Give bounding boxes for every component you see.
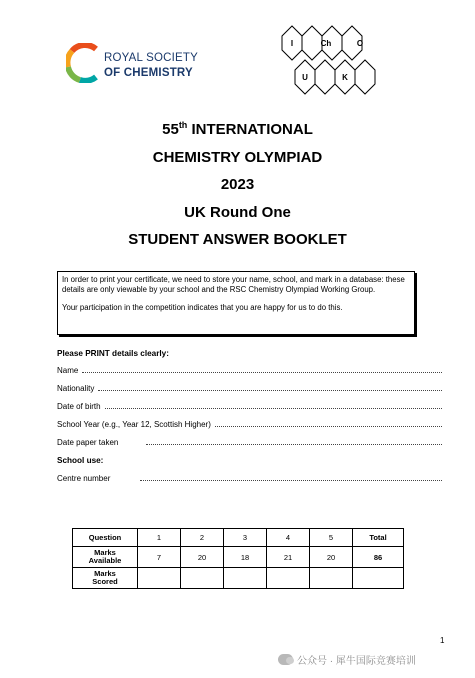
competition-title xyxy=(0,120,475,138)
logo-text-line1: ROYAL SOCIETY xyxy=(104,52,198,64)
round-name: UK Round One xyxy=(184,204,291,221)
hex-label-k: K xyxy=(342,73,348,82)
name-label: Name xyxy=(57,366,79,375)
notice-paragraph-2: Your participation in the competition indicates that you are happy for us to do this. xyxy=(62,303,343,313)
competition-name: CHEMISTRY OLYMPIAD xyxy=(152,149,323,166)
title-ordinal-suffix: th xyxy=(178,120,188,130)
name-field[interactable] xyxy=(57,365,442,377)
marks-scored-label-line2: Scored xyxy=(92,577,118,586)
data-privacy-notice xyxy=(57,271,415,335)
rsc-logo-mark-icon xyxy=(66,43,100,83)
marks-available-value: 20 xyxy=(310,547,353,568)
icho-uk-hexagon-logo xyxy=(272,22,392,104)
marks-scored-cell[interactable] xyxy=(181,568,224,589)
title-line1-rest: INTERNATIONAL xyxy=(187,121,313,138)
marks-scored-cell[interactable] xyxy=(267,568,310,589)
title-ordinal: 55 xyxy=(162,121,179,138)
total-header: Total xyxy=(353,529,404,547)
competition-year: 2023 xyxy=(220,176,255,193)
wechat-icon xyxy=(278,654,293,665)
marks-scored-cell[interactable] xyxy=(138,568,181,589)
hex-label-i: I xyxy=(290,39,294,48)
marks-scored-cell[interactable] xyxy=(310,568,353,589)
table-row xyxy=(73,547,404,568)
nationality-label: Nationality xyxy=(57,384,95,393)
school-use-heading: School use: xyxy=(57,456,104,465)
marks-available-label-line1: Marks xyxy=(94,548,116,557)
marks-scored-cell[interactable] xyxy=(224,568,267,589)
nationality-field[interactable] xyxy=(57,383,442,395)
question-number: 5 xyxy=(310,529,353,547)
centre-number-entry-line[interactable] xyxy=(140,473,442,481)
rsc-logo xyxy=(66,43,226,87)
school-year-label: School Year (e.g., Year 12, Scottish Higher) xyxy=(57,420,211,429)
hex-label-o: O xyxy=(356,39,364,48)
details-heading: Please PRINT details clearly: xyxy=(57,349,169,358)
date-of-birth-label: Date of birth xyxy=(57,402,101,411)
hexagon-cluster-icon xyxy=(272,22,392,104)
wechat-watermark xyxy=(278,652,416,667)
page-number: 1 xyxy=(440,636,445,645)
booklet-title: STUDENT ANSWER BOOKLET xyxy=(128,231,347,248)
table-row xyxy=(73,529,404,547)
logo-text-line2: OF CHEMISTRY xyxy=(104,67,193,79)
nationality-entry-line[interactable] xyxy=(98,383,442,391)
hex-label-u: U xyxy=(302,73,308,82)
marks-scored-total-cell[interactable] xyxy=(353,568,404,589)
school-year-entry-line[interactable] xyxy=(215,419,442,427)
marks-available-total: 86 xyxy=(353,547,404,568)
date-of-birth-entry-line[interactable] xyxy=(105,401,442,409)
school-year-field[interactable] xyxy=(57,419,442,431)
table-row xyxy=(73,568,404,589)
centre-number-field[interactable] xyxy=(57,473,442,485)
marks-scored-label xyxy=(73,568,138,589)
marks-scored-label-line1: Marks xyxy=(94,569,116,578)
question-number: 2 xyxy=(181,529,224,547)
centre-number-label: Centre number xyxy=(57,474,111,483)
marks-available-label xyxy=(73,547,138,568)
name-entry-line[interactable] xyxy=(82,365,442,373)
marks-available-value: 18 xyxy=(224,547,267,568)
date-paper-taken-field[interactable] xyxy=(57,437,442,449)
notice-paragraph-1: In order to print your certificate, we need to store your name, school, and mark in a database: these details are only viewable by your school and the RSC Chemistry Olympiad Working Group. xyxy=(62,275,405,294)
question-number: 1 xyxy=(138,529,181,547)
hex-label-ch: Ch xyxy=(320,39,332,48)
question-number: 3 xyxy=(224,529,267,547)
marks-available-label-line2: Available xyxy=(88,556,122,565)
date-of-birth-field[interactable] xyxy=(57,401,442,413)
date-paper-taken-entry-line[interactable] xyxy=(146,437,442,445)
marks-table xyxy=(72,528,404,589)
date-paper-taken-label: Date paper taken xyxy=(57,438,119,447)
marks-available-value: 20 xyxy=(181,547,224,568)
question-number: 4 xyxy=(267,529,310,547)
watermark-text: 公众号 · 犀牛国际竞赛培训 xyxy=(297,656,416,667)
marks-available-value: 7 xyxy=(138,547,181,568)
marks-available-value: 21 xyxy=(267,547,310,568)
question-header: Question xyxy=(73,529,138,547)
